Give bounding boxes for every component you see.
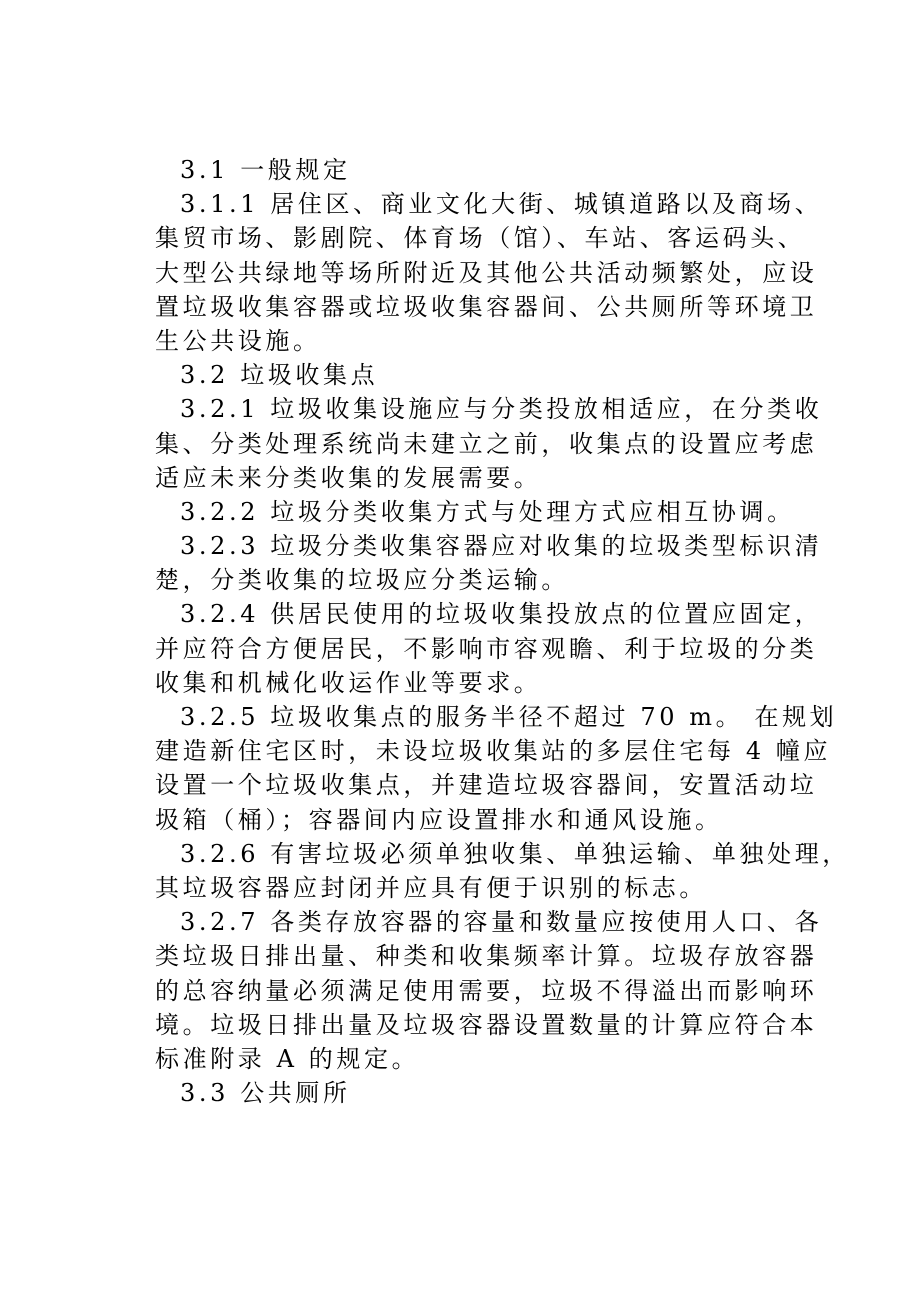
text-line: 的总容纳量必须满足使用需要，垃圾不得溢出而影响环	[155, 976, 818, 1005]
text-line: 境。垃圾日排出量及垃圾容器设置数量的计算应符合本	[155, 1010, 818, 1039]
section-heading: 3.3 公共厕所	[180, 1079, 351, 1108]
text-line: 设置一个垃圾收集点，并建造垃圾容器间，安置活动垃	[155, 771, 818, 800]
clause-line: 3.2.1 垃圾收集设施应与分类投放相适应，在分类收	[180, 395, 823, 424]
clause-line: 3.2.5 垃圾收集点的服务半径不超过 70 m。 在规划	[180, 703, 838, 731]
text-line: 并应符合方便居民，不影响市容观瞻、利于垃圾的分类	[155, 634, 818, 663]
text-line: 大型公共绿地等场所附近及其他公共活动频繁处，应设	[155, 258, 818, 287]
text-line: 收集和机械化收运作业等要求。	[155, 668, 542, 697]
text-line: 其垃圾容器应封闭并应具有便于识别的标志。	[155, 873, 707, 902]
clause-line: 3.2.6 有害垃圾必须单独收集、单独运输、单独处理，	[180, 839, 850, 868]
text-line: 类垃圾日排出量、种类和收集频率计算。垃圾存放容器	[155, 942, 818, 971]
text-line: 圾箱（桶）；容器间内应设置排水和通风设施。	[155, 805, 723, 834]
document-body	[155, 153, 850, 1110]
text-line: 置垃圾收集容器或垃圾收集容器间、公共厕所等环境卫	[155, 292, 818, 321]
clause-line: 3.2.3 垃圾分类收集容器应对收集的垃圾类型标识清	[180, 532, 823, 561]
text-line: 建造新住宅区时，未设垃圾收集站的多层住宅每 4 幢应	[155, 737, 832, 766]
text-line: 集贸市场、影剧院、体育场（馆）、车站、客运码头、	[155, 224, 806, 253]
clause-line: 3.2.7 各类存放容器的容量和数量应按使用人口、各	[180, 908, 823, 937]
text-line: 标准附录 A 的规定。	[155, 1044, 420, 1073]
text-line: 楚，分类收集的垃圾应分类运输。	[155, 566, 569, 595]
clause-line: 3.2.4 供居民使用的垃圾收集投放点的位置应固定，	[180, 600, 823, 629]
text-line: 适应未来分类收集的发展需要。	[155, 463, 542, 492]
section-heading: 3.1 一般规定	[180, 156, 351, 184]
clause-line: 3.2.2 垃圾分类收集方式与处理方式应相互协调。	[180, 497, 795, 526]
text-line: 集、分类处理系统尚未建立之前，收集点的设置应考虑	[155, 429, 818, 458]
clause-line: 3.1.1 居住区、商业文化大街、城镇道路以及商场、	[180, 190, 823, 219]
text-line: 生公共设施。	[155, 326, 321, 355]
section-heading: 3.2 垃圾收集点	[180, 361, 379, 390]
